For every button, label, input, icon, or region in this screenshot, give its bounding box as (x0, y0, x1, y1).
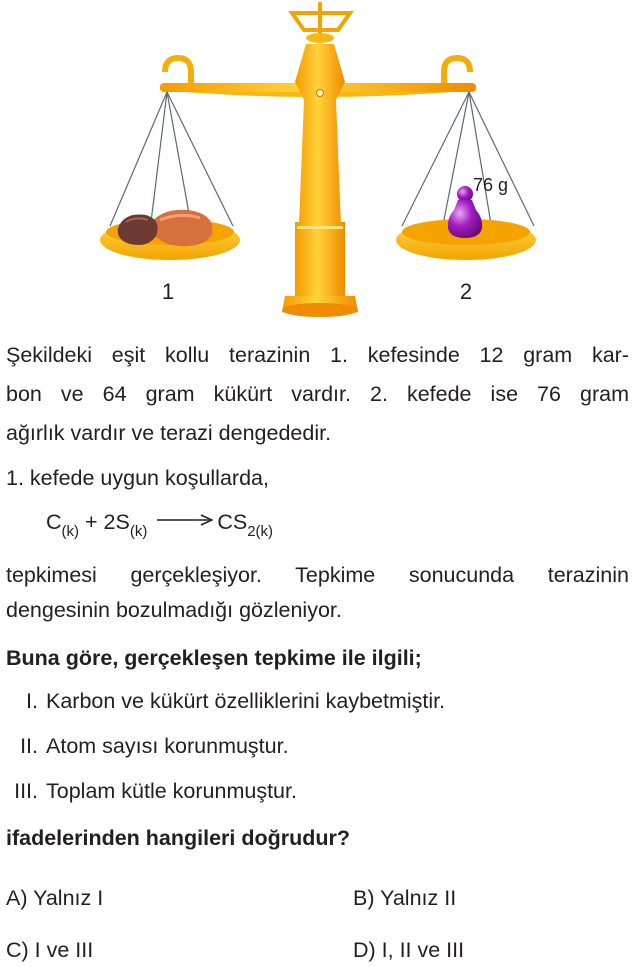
question-intro: Buna göre, gerçekleşen tepkime ile ilgili; (6, 646, 422, 670)
paragraph-1-line-3: ağırlık vardır ve terazi dengededir. (6, 421, 332, 445)
balance-scale-figure (0, 0, 635, 330)
question-end: ifadelerinden hangileri doğrudur? (6, 826, 351, 850)
sulfur-state: (k) (129, 523, 148, 540)
product: CS (217, 510, 248, 534)
statement-text: Karbon ve kükürt özelliklerini kaybetmiştir. (46, 689, 446, 713)
reactant-sulfur: + 2S (79, 510, 130, 534)
pan-2 (396, 92, 536, 260)
statement-text: Toplam kütle korunmuştur. (46, 779, 297, 803)
paragraph-1-line-2: bon ve 64 gram kükürt vardır. 2. kefede ise 76 gram (6, 382, 629, 406)
statement-number: II. (20, 734, 38, 758)
carbon-sample (118, 215, 158, 245)
pan-1-label: 1 (161, 279, 175, 304)
weight-label: 76 g (473, 175, 509, 195)
paragraph-2: 1. kefede uygun koşullarda, (6, 466, 269, 490)
carbon-state: (k) (61, 523, 80, 540)
statement-text: Atom sayısı korunmuştur. (46, 734, 289, 758)
pan-2-label: 2 (459, 279, 473, 304)
pan-1 (100, 92, 240, 260)
paragraph-1-line-1: Şekildeki eşit kollu terazinin 1. kefesinde 12 gram kar- (6, 343, 629, 367)
statement-number: III. (14, 779, 38, 803)
scale-indicator (292, 2, 350, 43)
statement-3 (0, 778, 297, 804)
option-a[interactable]: A) Yalnız I (6, 886, 104, 910)
option-d[interactable]: D) I, II ve III (353, 938, 465, 962)
product-state: 2(k) (247, 523, 274, 540)
statement-2 (0, 733, 289, 759)
reaction-arrow-icon (157, 514, 213, 526)
statement-number: I. (26, 689, 38, 713)
chemical-equation (46, 510, 273, 540)
paragraph-3-line-1: tepkimesi gerçekleşiyor. Tepkime sonucunda terazinin (6, 563, 629, 587)
statement-1 (0, 688, 445, 714)
reactant-carbon: C (46, 510, 62, 534)
paragraph-3-line-2: dengesinin bozulmadığı gözleniyor. (6, 598, 342, 622)
option-b[interactable]: B) Yalnız II (353, 886, 457, 910)
option-c[interactable]: C) I ve III (6, 938, 94, 962)
